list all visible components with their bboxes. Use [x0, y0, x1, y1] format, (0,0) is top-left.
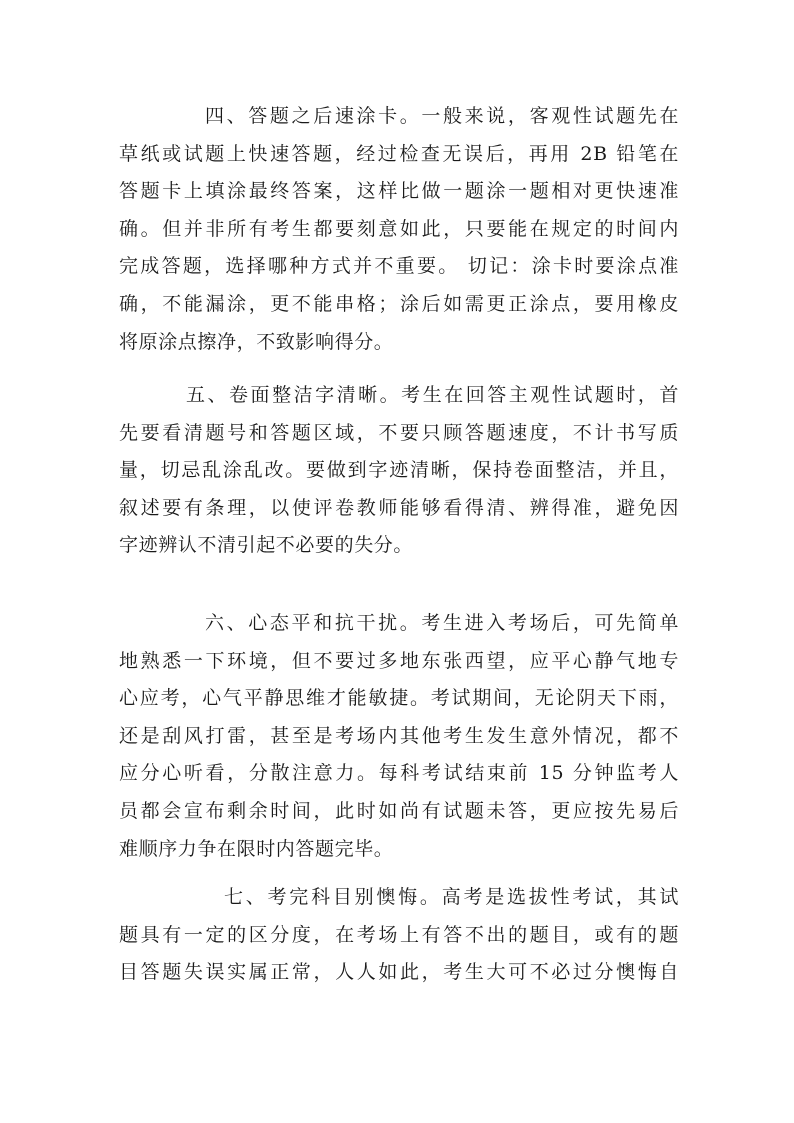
paragraph-tip-4: [119, 98, 679, 361]
text-line: 应分心听看，分散注意力。每科考试结束前 15 分钟监考人: [119, 762, 679, 785]
paragraph-tip-6: [119, 605, 679, 868]
text-line: 五、卷面整洁字清晰。考生在回答主观性试题时，首: [186, 384, 679, 406]
text-line: 四、答题之后速涂卡。一般来说，客观性试题先在: [205, 105, 679, 127]
text-line: 先要看清题号和答题区域，不要只顾答题速度，不计书写质: [119, 421, 679, 444]
text-line: 员都会宣布剩余时间，此时如尚有试题未答，更应按先易后: [119, 799, 679, 822]
paragraph-tip-5: [119, 377, 679, 565]
text-line: 还是刮风打雷，甚至是考场内其他考生发生意外情况，都不: [119, 724, 679, 747]
text-line: 叙述要有条理，以使评卷教师能够看得清、辨得准，避免因: [119, 496, 679, 519]
text-line: 地熟悉一下环境，但不要过多地东张西望，应平心静气地专: [119, 649, 679, 672]
text-line: 完成答题，选择哪种方式并不重要。 切记：涂卡时要涂点准: [119, 255, 679, 278]
text-line: 目答题失误实属正常，人人如此，考生大可不必过分懊悔自: [119, 961, 679, 984]
text-line: 七、考完科目别懊悔。高考是选拔性考试，其试: [224, 886, 679, 908]
text-line: 题具有一定的区分度，在考场上有答不出的题目，或有的题: [119, 923, 679, 946]
text-line: 心应考，心气平静思维才能敏捷。考试期间，无论阴天下雨，: [119, 687, 679, 710]
text-line: 确。但并非所有考生都要刻意如此，只要能在规定的时间内: [119, 217, 679, 240]
text-line: 将原涂点擦净，不致影响得分。: [119, 330, 394, 353]
paragraph-tip-7: [119, 879, 679, 992]
text-line: 六、心态平和抗干扰。考生进入考场后，可先简单: [205, 612, 679, 634]
text-line: 草纸或试题上快速答题，经过检查无误后，再用 2B 铅笔在: [119, 142, 679, 165]
text-line: 答题卡上填涂最终答案，这样比做一题涂一题相对更快速准: [119, 180, 679, 203]
text-line: 量，切忌乱涂乱改。要做到字迹清晰，保持卷面整洁，并且，: [119, 459, 679, 482]
text-line: 确，不能漏涂，更不能串格；涂后如需更正涂点，要用橡皮: [119, 292, 679, 315]
text-line: 难顺序力争在限时内答题完毕。: [119, 837, 394, 860]
text-line: 字迹辨认不清引起不必要的失分。: [119, 534, 414, 557]
